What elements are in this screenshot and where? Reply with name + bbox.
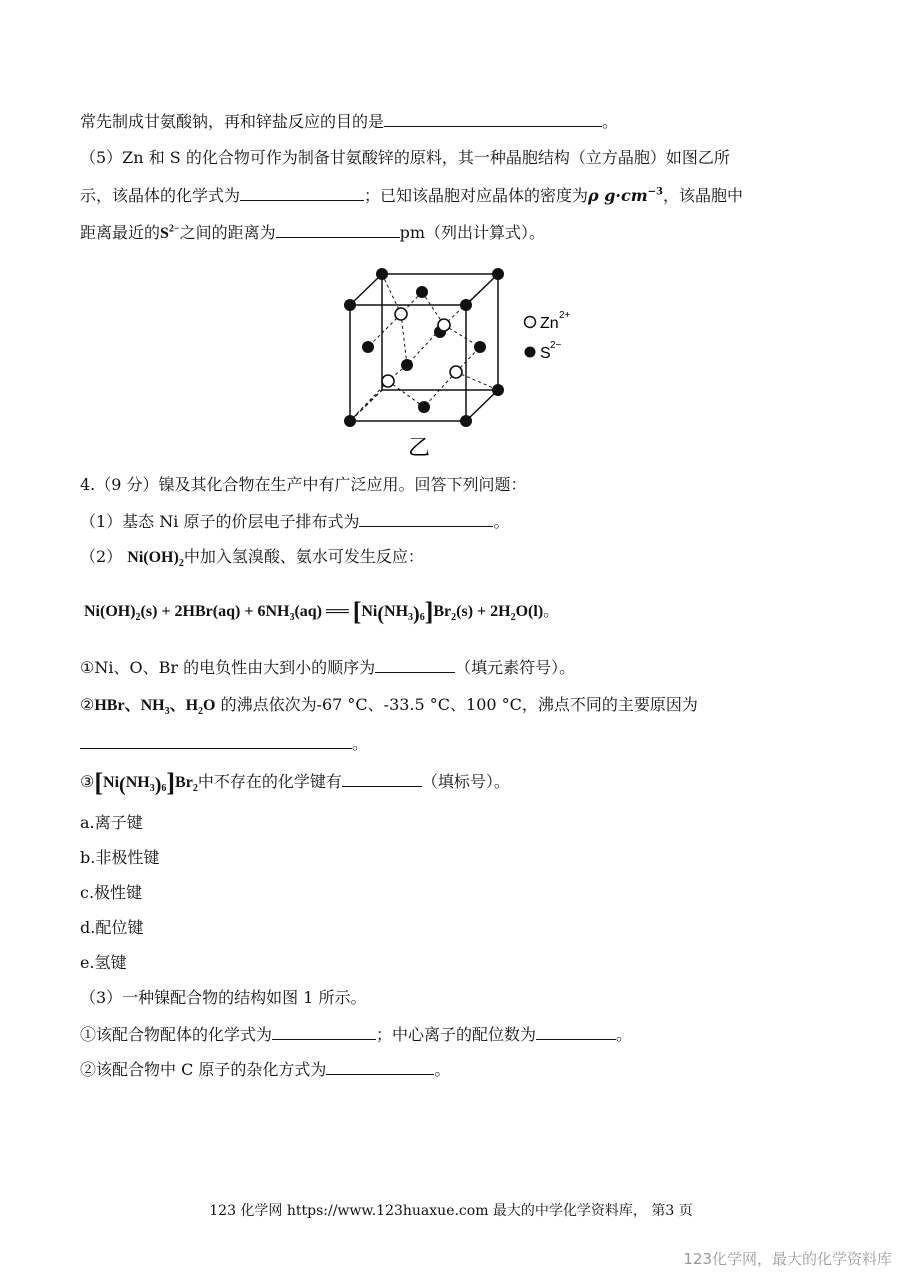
- text: 。: [616, 1025, 633, 1044]
- text: （1）基态 Ni 原子的价层电子排布式为: [80, 512, 360, 531]
- answer-blank[interactable]: [375, 656, 455, 673]
- text: 中不存在的化学键有: [197, 772, 342, 791]
- answer-blank[interactable]: [326, 1058, 434, 1075]
- text: 的沸点依次为-67 °C、-33.5 °C、100 °C，沸点不同的主要原因为: [215, 695, 698, 714]
- eq-subscript: 2: [510, 612, 516, 624]
- answer-blank[interactable]: [359, 510, 493, 527]
- answer-blank[interactable]: [342, 770, 422, 787]
- right-paren: ): [413, 603, 420, 625]
- option-label: e.氢键: [80, 953, 127, 972]
- option-e: [80, 952, 127, 974]
- superscript: 2−: [168, 223, 180, 235]
- right-bracket: ]: [166, 768, 176, 797]
- text: （填标号）。: [421, 772, 510, 791]
- left-bracket: [: [94, 768, 104, 797]
- answer-blank[interactable]: [272, 1023, 376, 1040]
- ion-symbol: S: [160, 225, 169, 242]
- zn-legend-label: Zn: [540, 315, 559, 332]
- text: 。: [352, 734, 369, 753]
- question-4-2-2: [80, 694, 698, 717]
- eq-subscript: 3: [289, 612, 295, 624]
- option-label: d.配位键: [80, 918, 144, 937]
- question-4-2-1: [80, 656, 575, 679]
- question-4-2-2-answer: [80, 732, 368, 755]
- zn-legend-charge: 2+: [559, 310, 571, 321]
- subscript: 6: [161, 783, 167, 795]
- text: ③: [80, 772, 95, 791]
- option-b: [80, 847, 159, 869]
- text: （3）一种镍配合物的结构如图 1 所示。: [80, 988, 367, 1007]
- zn-legend-marker: [525, 317, 536, 328]
- formula: Ni(OH): [127, 549, 179, 566]
- text: ①Ni、O、Br 的电负性由大到小的顺序为: [80, 658, 376, 677]
- left-paren: (: [377, 603, 385, 625]
- text: 。: [434, 1060, 451, 1079]
- text: 。: [493, 512, 510, 531]
- text: ；已知该晶胞对应晶体的密度为: [364, 186, 589, 205]
- s-legend-marker: [525, 347, 536, 358]
- eq-subscript: 2: [135, 612, 141, 624]
- option-label: a.离子键: [80, 813, 143, 832]
- text-line: [80, 221, 545, 245]
- question-4-title: [80, 474, 527, 496]
- formula: O: [203, 697, 216, 714]
- question-5-line: [80, 147, 730, 169]
- right-bracket: ]: [424, 597, 434, 626]
- eq-subscript: 2: [451, 612, 457, 624]
- crystal-cell-figure: [330, 262, 590, 466]
- watermark: 123化学网，最大的化学资料库: [683, 1250, 892, 1268]
- text: ②该配合物中 C 原子的杂化方式为: [80, 1060, 327, 1079]
- answer-blank[interactable]: [80, 732, 352, 749]
- option-label: c.极性键: [80, 883, 143, 902]
- text: （2）: [80, 547, 128, 566]
- option-label: b.非极性键: [80, 848, 160, 867]
- text-line: [80, 110, 618, 133]
- right-paren: ): [154, 774, 162, 796]
- text: 常先制成甘氨酸钠，再和锌盐反应的目的是: [80, 112, 385, 131]
- subscript: 2: [198, 706, 204, 718]
- eq-part: O(l): [515, 603, 544, 620]
- text: 之间的距离为: [179, 223, 276, 242]
- density-unit: ρ g·cm: [588, 186, 648, 205]
- text: ②: [80, 695, 95, 714]
- left-bracket: [: [352, 597, 362, 626]
- text: 距离最近的: [80, 223, 161, 242]
- eq-part: NH: [384, 603, 409, 620]
- formula: 、H: [169, 697, 199, 714]
- text: 。: [543, 601, 560, 620]
- subscript: 3: [164, 706, 170, 718]
- text: ，该晶胞中: [663, 186, 744, 205]
- question-4-3-1: [80, 1023, 632, 1046]
- s-legend-label: S: [540, 345, 551, 362]
- option-d: [80, 917, 143, 939]
- text: 中加入氢溴酸、氨水可发生反应：: [183, 547, 424, 566]
- answer-blank[interactable]: [276, 221, 400, 238]
- eq-subscript: 6: [419, 612, 425, 624]
- subscript: 3: [149, 783, 155, 795]
- option-c: [80, 882, 142, 904]
- question-4-2-3: [80, 770, 510, 796]
- question-4-2: [80, 546, 424, 569]
- formula: Br: [175, 774, 193, 791]
- left-paren: (: [119, 774, 126, 796]
- formula: NH: [125, 774, 150, 791]
- eq-part: Br: [433, 603, 452, 620]
- figure-caption: 乙: [408, 436, 431, 461]
- formula: Ni: [103, 774, 120, 791]
- page-footer: 123 化学网 https://www.123huaxue.com 最大的中学化学资料库， 第3 页: [209, 1203, 693, 1219]
- text-line: [80, 184, 743, 207]
- text: pm（列出计算式）。: [399, 223, 546, 242]
- eq-part: Ni(OH): [84, 603, 136, 620]
- subscript: 2: [192, 783, 198, 795]
- answer-blank[interactable]: [384, 110, 602, 127]
- option-a: [80, 812, 143, 834]
- equals-arrow: ══: [326, 603, 349, 620]
- text: 。: [602, 112, 619, 131]
- text: （5）Zn 和 S 的化合物可作为制备甘氨酸锌的原料，其一种晶胞结构（立方晶胞）如图乙所: [80, 148, 730, 167]
- question-4-3: [80, 987, 367, 1009]
- text: 4.（9 分）镍及其化合物在生产中有广泛应用。回答下列问题：: [80, 475, 527, 494]
- eq-part: (s): [140, 603, 158, 620]
- answer-blank[interactable]: [240, 184, 364, 201]
- crystal-cell-diagram: [330, 262, 590, 462]
- eq-part: Ni: [361, 603, 378, 620]
- eq-part: (aq): [294, 603, 323, 620]
- s-legend-charge: 2−: [550, 340, 562, 351]
- text: （填元素符号）。: [455, 658, 576, 677]
- question-4-1: [80, 510, 510, 533]
- answer-blank[interactable]: [536, 1023, 616, 1040]
- eq-subscript: 3: [408, 612, 414, 624]
- text: ；中心离子的配位数为: [376, 1025, 537, 1044]
- subscript: 2: [178, 558, 184, 570]
- text: 示，该晶体的化学式为: [80, 186, 241, 205]
- eq-part: (s) + 2H: [456, 603, 511, 620]
- formula: HBr、NH: [94, 697, 165, 714]
- text: ①该配合物配体的化学式为: [80, 1025, 273, 1044]
- question-4-3-2: [80, 1058, 450, 1081]
- reaction-equation: [84, 597, 560, 626]
- superscript: −3: [647, 186, 664, 198]
- eq-part: + 2HBr(aq) + 6NH: [157, 603, 290, 620]
